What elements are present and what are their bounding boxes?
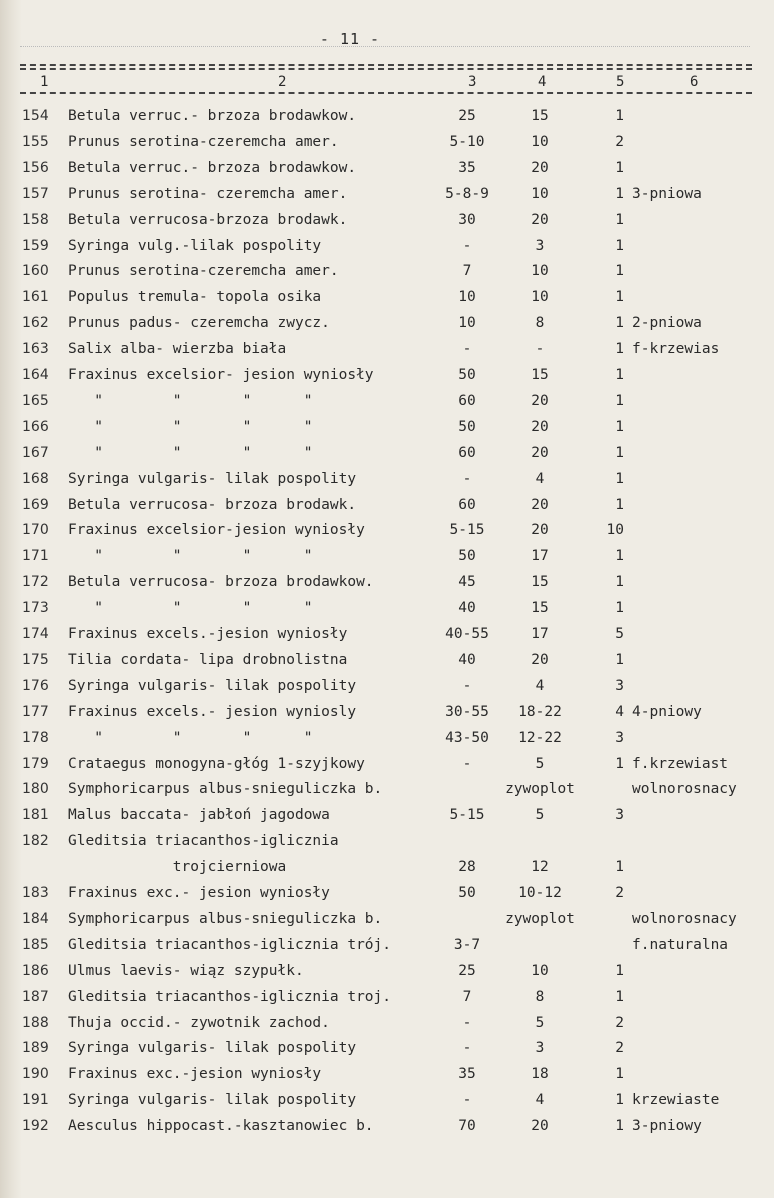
table-row (0, 160, 774, 186)
cell-c3: 43-50 (445, 729, 489, 746)
cell-no: 177 (22, 703, 49, 720)
cell-no: 158 (22, 211, 49, 228)
cell-name: Thuja occid.- zywotnik zachod. (68, 1014, 330, 1031)
cell-no: 161 (22, 289, 49, 306)
cell-no: 162 (22, 315, 49, 332)
cell-c3: 70 (458, 1118, 476, 1135)
cell-c3: 5-10 (449, 133, 485, 150)
cell-c3: 45 (458, 574, 476, 591)
cell-no: 184 (22, 910, 49, 927)
cell-c6: f.krzewiast (632, 755, 729, 772)
cell-no: 159 (22, 237, 49, 254)
cell-c4: 20 (531, 159, 549, 176)
table-row (0, 859, 774, 885)
cell-c5: 2 (615, 1040, 624, 1057)
cell-name: Symphoricarpus albus-snieguliczka b. (68, 781, 383, 798)
cell-c5: 1 (615, 859, 624, 876)
table-row (0, 1118, 774, 1144)
table-row (0, 367, 774, 393)
table-row (0, 419, 774, 445)
table-row (0, 445, 774, 471)
cell-c3: 28 (458, 859, 476, 876)
cell-c4: 20 (531, 444, 549, 461)
cell-c5: 1 (615, 1092, 624, 1109)
cell-c3: 30 (458, 211, 476, 228)
cell-no: 165 (22, 392, 49, 409)
table-row (0, 704, 774, 730)
table-row (0, 186, 774, 212)
cell-c5: 10 (606, 522, 624, 539)
cell-no: 155 (22, 133, 49, 150)
cell-c5: 1 (615, 289, 624, 306)
cell-c6: 2-pniowa (632, 315, 702, 332)
cell-c4: 15 (531, 367, 549, 383)
cell-c4: 15 (531, 574, 549, 591)
page-number: - 11 - (319, 30, 381, 48)
cell-c4: 10 (531, 962, 549, 979)
cell-c5: 1 (615, 470, 624, 487)
cell-c5: 1 (615, 651, 624, 668)
cell-no: 154 (22, 108, 49, 124)
cell-c5: 1 (615, 1066, 624, 1083)
cell-c5: 1 (615, 237, 624, 254)
cell-c6: 3-pniowa (632, 185, 702, 202)
header-rule-top (20, 64, 752, 66)
cell-c6: wolnorosnacy (632, 781, 737, 798)
column-header-3: 3 (468, 74, 477, 90)
cell-no: 191 (22, 1092, 49, 1109)
cell-c3: 7 (462, 988, 472, 1005)
table-row (0, 652, 774, 678)
cell-c4: 8 (535, 315, 545, 332)
column-header-2: 2 (278, 74, 287, 90)
cell-no: 156 (22, 159, 49, 176)
cell-c5: 1 (615, 962, 624, 979)
cell-c3: 40-55 (445, 626, 489, 642)
cell-c4: - (535, 341, 545, 358)
cell-no: 178 (22, 729, 49, 746)
cell-c6: 3-pniowy (632, 1118, 702, 1135)
table-row (0, 833, 774, 859)
table-row (0, 1066, 774, 1092)
cell-name: Fraxinus excelsior- jesion wyniosły (68, 367, 374, 383)
cell-c5: 3 (615, 677, 624, 694)
cell-no: 169 (22, 496, 49, 513)
cell-c5: 2 (615, 133, 624, 150)
cell-c3: 50 (458, 418, 476, 435)
cell-name: Prunus serotina- czeremcha amer. (68, 185, 348, 202)
table-row (0, 108, 774, 134)
cell-c3: 3-7 (453, 936, 481, 953)
cell-name: Populus tremula- topola osika (68, 289, 322, 306)
cell-no: 190 (22, 1066, 49, 1083)
table-row (0, 937, 774, 963)
table-row (0, 1015, 774, 1041)
cell-name: Gleditsia triacanthos-iglicznia troj. (68, 988, 392, 1005)
cell-name: Syringa vulgaris- lilak pospolity (68, 1040, 357, 1057)
cell-no: 183 (22, 885, 49, 901)
cell-name: Ulmus laevis- wiąz szypułk. (68, 962, 304, 979)
cell-c4: 8 (535, 988, 545, 1005)
table-row (0, 212, 774, 238)
cell-c3: 60 (458, 444, 476, 461)
cell-c5: 1 (615, 392, 624, 409)
cell-c3: 60 (458, 496, 476, 513)
cell-name: Prunus serotina-czeremcha amer. (68, 133, 339, 150)
cell-c4: zywoplot (505, 781, 575, 798)
table-row (0, 393, 774, 419)
cell-c5: 3 (615, 729, 624, 746)
cell-name: Betula verruc.- brzoza brodawkow. (68, 108, 357, 124)
cell-c5: 1 (615, 185, 624, 202)
cell-c3: 5-8-9 (445, 185, 489, 202)
table-row (0, 911, 774, 937)
cell-c3: - (462, 470, 472, 487)
cell-c5: 1 (615, 988, 624, 1005)
cell-name: Syringa vulg.-lilak pospolity (68, 237, 322, 254)
cell-name: " " " " (68, 600, 313, 617)
cell-name: Prunus serotina-czeremcha amer. (68, 263, 339, 280)
cell-c5: 1 (615, 263, 624, 280)
table-row (0, 756, 774, 782)
header-rule-bottom (20, 92, 752, 94)
cell-name: Syringa vulgaris- lilak pospolity (68, 470, 357, 487)
table-row (0, 548, 774, 574)
cell-no: 182 (22, 833, 49, 850)
cell-c4: 15 (531, 108, 549, 124)
cell-c3: - (462, 1040, 472, 1057)
cell-c5: 1 (615, 108, 624, 124)
cell-c4: 20 (531, 418, 549, 435)
cell-c6: f.naturalna (632, 936, 729, 953)
cell-name: Syringa vulgaris- lilak pospolity (68, 1092, 357, 1109)
table-row (0, 263, 774, 289)
cell-c5: 1 (615, 367, 624, 383)
cell-c5: 1 (615, 1118, 624, 1135)
cell-c6: 4-pniowy (632, 703, 702, 720)
cell-no: 167 (22, 444, 49, 461)
cell-c4: 20 (531, 496, 549, 513)
cell-no: 168 (22, 470, 49, 487)
cell-no: 179 (22, 755, 49, 772)
table-row (0, 238, 774, 264)
cell-no: 163 (22, 341, 49, 358)
cell-c5: 1 (615, 211, 624, 228)
table-row (0, 1040, 774, 1066)
cell-no: 180 (22, 781, 49, 798)
cell-no: 166 (22, 418, 49, 435)
cell-c4: 12-22 (518, 729, 562, 746)
table-row (0, 963, 774, 989)
cell-name: " " " " (68, 392, 313, 409)
table-row (0, 730, 774, 756)
table-row (0, 678, 774, 704)
cell-name: Symphoricarpus albus-snieguliczka b. (68, 910, 383, 927)
cell-c4: 10 (531, 263, 549, 280)
cell-no: 187 (22, 988, 49, 1005)
cell-c5: 2 (615, 1014, 624, 1031)
cell-c4: 10 (531, 133, 549, 150)
cell-c3: - (462, 677, 472, 694)
cell-no: 173 (22, 600, 49, 617)
cell-c3: 5-15 (449, 807, 485, 824)
header-rule-top-double (20, 68, 752, 70)
cell-no: 174 (22, 626, 49, 642)
cell-name: " " " " (68, 418, 313, 435)
cell-c4: 20 (531, 211, 549, 228)
cell-c4: 20 (531, 1118, 549, 1135)
cell-c3: 10 (458, 315, 476, 332)
table-row (0, 522, 774, 548)
column-header-6: 6 (690, 74, 699, 90)
cell-c3: 50 (458, 885, 476, 901)
table-row (0, 1092, 774, 1118)
cell-name: Gleditsia triacanthos-iglicznia (68, 833, 339, 850)
table-row (0, 807, 774, 833)
cell-c3: 5-15 (449, 522, 485, 539)
cell-c4: 10 (531, 185, 549, 202)
cell-name: Aesculus hippocast.-kasztanowiec b. (68, 1118, 374, 1135)
cell-c3: 10 (458, 289, 476, 306)
cell-name: Betula verrucosa-brzoza brodawk. (68, 211, 348, 228)
column-header-5: 5 (616, 74, 625, 90)
cell-c4: 17 (531, 626, 549, 642)
cell-c4: 5 (535, 1014, 545, 1031)
cell-c4: 4 (535, 1092, 545, 1109)
cell-c5: 1 (615, 444, 624, 461)
cell-c6: krzewiaste (632, 1092, 720, 1109)
cell-c5: 5 (615, 626, 624, 642)
cell-c5: 1 (615, 418, 624, 435)
table-row (0, 885, 774, 911)
table-row (0, 315, 774, 341)
cell-name: " " " " (68, 729, 313, 746)
column-header-4: 4 (538, 74, 547, 90)
cell-c4: 5 (535, 755, 545, 772)
cell-c5: 2 (615, 885, 624, 901)
cell-c3: - (462, 755, 472, 772)
cell-name: Betula verruc.- brzoza brodawkow. (68, 159, 357, 176)
cell-c3: 50 (458, 367, 476, 383)
cell-no: 186 (22, 962, 49, 979)
cell-no: 188 (22, 1014, 49, 1031)
table-row (0, 574, 774, 600)
cell-name: Syringa vulgaris- lilak pospolity (68, 677, 357, 694)
cell-c5: 1 (615, 315, 624, 332)
cell-no: 175 (22, 651, 49, 668)
cell-no: 189 (22, 1040, 49, 1057)
cell-c4: 10 (531, 289, 549, 306)
cell-c3: 25 (458, 108, 476, 124)
table-row (0, 289, 774, 315)
dotted-divider (20, 46, 750, 47)
cell-c5: 1 (615, 548, 624, 565)
table-row (0, 626, 774, 652)
cell-name: Fraxinus excels.-jesion wyniosły (68, 626, 348, 642)
cell-c4: 17 (531, 548, 549, 565)
cell-c4: 20 (531, 392, 549, 409)
cell-name: Crataegus monogyna-głóg 1-szyjkowy (68, 755, 365, 772)
cell-c4: 3 (535, 1040, 545, 1057)
cell-c3: 35 (458, 1066, 476, 1083)
cell-name: Betula verrucosa- brzoza brodawkow. (68, 574, 374, 591)
cell-name: Prunus padus- czeremcha zwycz. (68, 315, 330, 332)
cell-no: 170 (22, 522, 49, 539)
cell-no: 185 (22, 936, 49, 953)
cell-c4: 12 (531, 859, 549, 876)
cell-c3: 40 (458, 600, 476, 617)
table-row (0, 497, 774, 523)
cell-c3: 60 (458, 392, 476, 409)
cell-name: Fraxinus excels.- jesion wyniosly (68, 703, 357, 720)
cell-c6: f-krzewias (632, 341, 720, 358)
cell-c5: 1 (615, 496, 624, 513)
cell-c5: 4 (615, 703, 624, 720)
cell-name: Fraxinus exc.-jesion wyniosły (68, 1066, 322, 1083)
cell-c3: - (462, 341, 472, 358)
cell-no: 192 (22, 1118, 49, 1135)
table-row (0, 989, 774, 1015)
column-header-1: 1 (40, 74, 49, 90)
table-row (0, 134, 774, 160)
cell-c4: 18-22 (518, 703, 562, 720)
cell-c5: 1 (615, 159, 624, 176)
cell-no: 164 (22, 367, 49, 383)
cell-c4: 5 (535, 807, 545, 824)
table-row (0, 600, 774, 626)
cell-c3: 40 (458, 651, 476, 668)
cell-c6: wolnorosnacy (632, 910, 737, 927)
cell-c3: 35 (458, 159, 476, 176)
cell-name: Tilia cordata- lipa drobnolistna (68, 651, 348, 668)
cell-c4: 20 (531, 651, 549, 668)
cell-c3: 7 (462, 263, 472, 280)
cell-c4: 20 (531, 522, 549, 539)
cell-no: 176 (22, 677, 49, 694)
cell-c5: 3 (615, 807, 624, 824)
table-row (0, 341, 774, 367)
cell-c4: 15 (531, 600, 549, 617)
cell-name: " " " " (68, 444, 313, 461)
cell-no: 157 (22, 185, 49, 202)
cell-c3: - (462, 1092, 472, 1109)
cell-no: 171 (22, 548, 49, 565)
cell-name: Malus baccata- jabłoń jagodowa (68, 807, 330, 824)
cell-c5: 1 (615, 341, 624, 358)
cell-name: Fraxinus exc.- jesion wyniosły (68, 885, 330, 901)
cell-c4: 3 (535, 237, 545, 254)
cell-c3: - (462, 1014, 472, 1031)
cell-c4: 18 (531, 1066, 549, 1083)
cell-c4: zywoplot (505, 910, 575, 927)
cell-name: trojcierniowa (68, 859, 287, 876)
cell-c4: 4 (535, 677, 545, 694)
cell-no: 172 (22, 574, 49, 591)
cell-c5: 1 (615, 600, 624, 617)
cell-c4: 4 (535, 470, 545, 487)
cell-name: Gleditsia triacanthos-iglicznia trój. (68, 936, 392, 953)
cell-no: 160 (22, 263, 49, 280)
cell-c3: 30-55 (445, 703, 489, 720)
cell-c3: 25 (458, 962, 476, 979)
cell-name: Betula verrucosa- brzoza brodawk. (68, 496, 357, 513)
cell-name: Salix alba- wierzba biała (68, 341, 287, 358)
cell-name: " " " " (68, 548, 313, 565)
cell-no: 181 (22, 807, 49, 824)
cell-c3: 50 (458, 548, 476, 565)
cell-c3: - (462, 237, 472, 254)
table-row (0, 471, 774, 497)
cell-c5: 1 (615, 574, 624, 591)
table-row (0, 781, 774, 807)
cell-c5: 1 (615, 755, 624, 772)
cell-name: Fraxinus excelsior-jesion wyniosły (68, 522, 365, 539)
cell-c4: 10-12 (518, 885, 562, 901)
